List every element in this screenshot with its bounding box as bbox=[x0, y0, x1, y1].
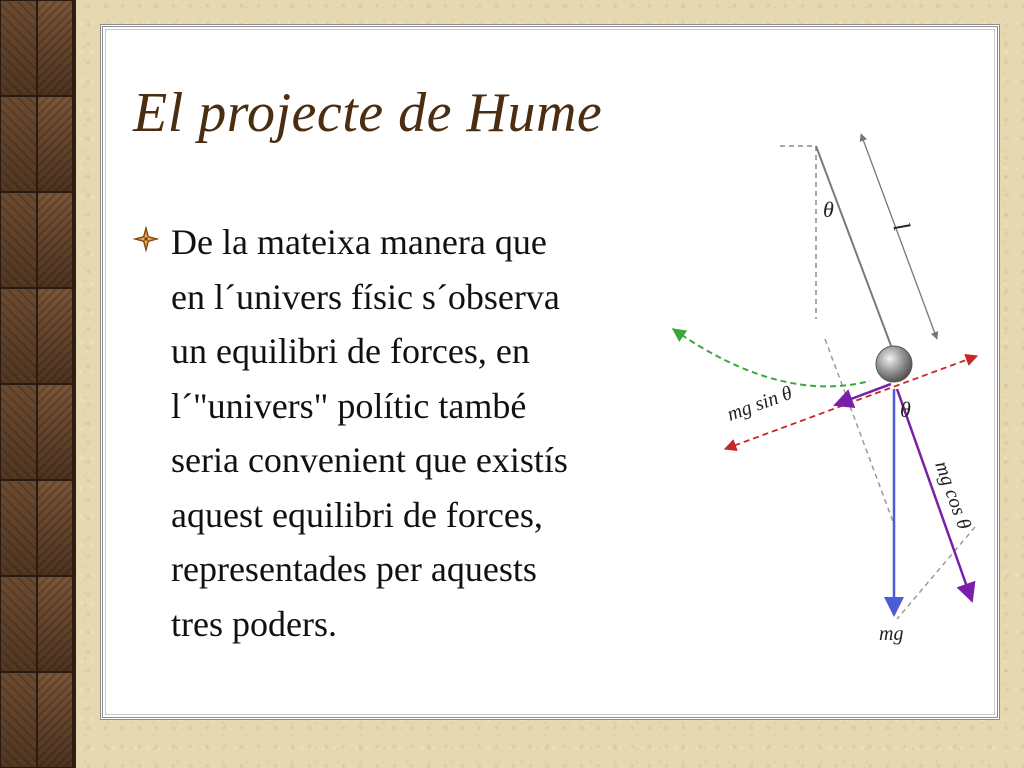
slide-title: El projecte de Hume bbox=[133, 82, 603, 144]
strip-tile bbox=[0, 672, 37, 768]
label-theta-top: θ bbox=[823, 197, 834, 222]
strip-tile bbox=[37, 96, 74, 192]
label-length: l bbox=[887, 219, 915, 235]
pendulum-force-diagram bbox=[665, 119, 995, 659]
bullet-item bbox=[133, 215, 673, 651]
strip-tile bbox=[0, 288, 37, 384]
strip-tile bbox=[0, 480, 37, 576]
strip-tile bbox=[37, 384, 74, 480]
swing-arc bbox=[673, 329, 870, 386]
strip-tile bbox=[0, 192, 37, 288]
strip-tile bbox=[0, 576, 37, 672]
strip-tile bbox=[37, 288, 74, 384]
strip-tile bbox=[0, 384, 37, 480]
slide-panel bbox=[100, 24, 1000, 720]
decorative-side-strip bbox=[0, 0, 76, 768]
tangential-force-vector bbox=[835, 384, 891, 405]
strip-tile bbox=[0, 96, 37, 192]
strip-tile bbox=[37, 672, 74, 768]
pendulum-string bbox=[816, 146, 893, 351]
label-theta-bottom: θ bbox=[900, 397, 911, 422]
label-mg: mg bbox=[879, 623, 904, 645]
strip-tile bbox=[0, 0, 37, 96]
label-mg-sin-theta: mg sin θ bbox=[724, 381, 796, 426]
strip-tile bbox=[37, 0, 74, 96]
label-mg-cos-theta: mg cos θ bbox=[930, 458, 976, 533]
bullet-text: De la mateixa manera que en l´univers físic s´observa un equilibri de forces, en l´"univers" polític també seria convenient que existís aquest equilibri de forces, representades per aquests tres poders. bbox=[171, 222, 568, 644]
pendulum-bob bbox=[876, 346, 912, 382]
length-measure bbox=[861, 134, 937, 339]
compass-star-icon bbox=[133, 226, 159, 252]
strip-tile bbox=[37, 480, 74, 576]
strip-tile bbox=[37, 192, 74, 288]
strip-tile bbox=[37, 576, 74, 672]
